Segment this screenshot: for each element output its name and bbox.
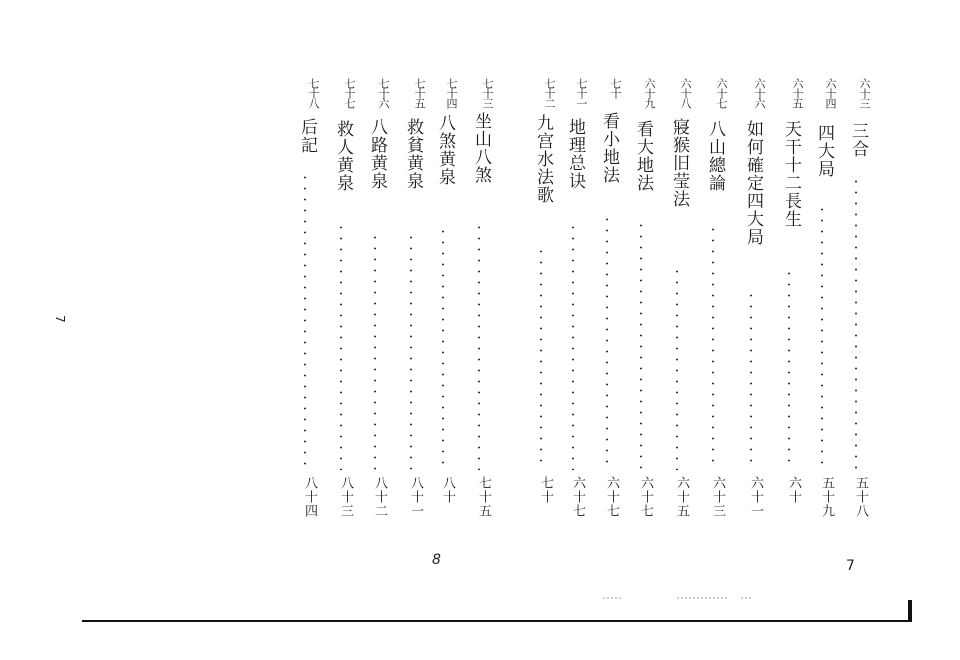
entry-number: 六十四 <box>824 78 837 108</box>
entry-number: 七十五 <box>413 78 426 108</box>
entry-number: 七十七 <box>343 78 356 108</box>
entry-page: 六十五 <box>674 476 689 518</box>
entry-number: 七十二 <box>543 78 556 108</box>
entry-title: 看大地法 <box>633 120 653 192</box>
toc-entry <box>560 0 588 540</box>
dot-leader <box>572 222 574 470</box>
entry-title: 三合 <box>848 122 868 158</box>
entry-page: 八十三 <box>338 476 353 518</box>
entry-title: 八山總論 <box>705 120 725 192</box>
entry-title: 坐山八煞 <box>471 112 491 184</box>
entry-number: 六十九 <box>643 78 656 108</box>
dot-leader <box>750 290 752 470</box>
toc-entry <box>664 0 692 540</box>
dot-leader <box>606 214 608 470</box>
toc-entry <box>398 0 426 540</box>
scan-smudge <box>676 596 728 600</box>
entry-title: 天干十二長生 <box>781 120 801 228</box>
entry-title: 八煞黄泉 <box>435 114 455 186</box>
entry-title: 后記 <box>297 118 317 154</box>
entry-number: 七十一 <box>575 78 588 108</box>
page-number: 8 <box>432 552 441 568</box>
toc-entry <box>776 0 804 540</box>
entry-number: 六十六 <box>753 78 766 108</box>
entry-number: 七十六 <box>377 78 390 108</box>
dot-leader <box>821 204 823 470</box>
entry-number: 七十四 <box>445 78 458 108</box>
dot-leader <box>855 176 857 470</box>
dot-leader <box>410 232 412 470</box>
toc-entry <box>292 0 320 540</box>
page-number: 7 <box>846 558 855 574</box>
entry-page: 八十二 <box>372 476 387 518</box>
entry-page: 六十七 <box>570 476 585 518</box>
entry-number: 六十七 <box>715 78 728 108</box>
entry-page: 六十三 <box>710 476 725 518</box>
rule-end-mark <box>908 600 912 622</box>
toc-entry <box>809 0 837 540</box>
entry-page: 六十一 <box>748 476 763 518</box>
entry-title: 九宫水法歌 <box>533 114 553 204</box>
dot-leader <box>374 232 376 470</box>
dot-leader <box>712 224 714 470</box>
dot-leader <box>640 220 642 470</box>
toc-entry <box>700 0 728 540</box>
entry-page: 六十 <box>786 476 801 504</box>
scan-smudge <box>602 596 622 600</box>
dot-leader <box>540 246 542 470</box>
toc-entry <box>528 0 556 540</box>
entry-title: 救貧黄泉 <box>403 118 423 190</box>
dot-leader <box>478 222 480 470</box>
toc-entry <box>362 0 390 540</box>
toc-entry <box>628 0 656 540</box>
dot-leader <box>442 226 444 470</box>
dot-leader <box>304 172 306 470</box>
entry-title: 地理总诀 <box>565 118 585 190</box>
entry-number: 七十八 <box>307 78 320 108</box>
toc-entry <box>594 0 622 540</box>
entry-title: 四大局 <box>814 124 834 178</box>
toc-entry <box>430 0 458 540</box>
entry-page: 八十一 <box>408 476 423 518</box>
scan-smudge <box>740 596 752 600</box>
entry-number: 七十三 <box>481 78 494 108</box>
bottom-rule <box>82 620 912 622</box>
entry-page: 八十四 <box>302 476 317 518</box>
entry-number: 七十 <box>609 78 622 98</box>
entry-page: 五十九 <box>819 476 834 518</box>
entry-page: 六十七 <box>604 476 619 518</box>
margin-page-number: 7 <box>52 315 67 323</box>
entry-title: 救人黄泉 <box>333 120 353 192</box>
toc-entry <box>466 0 494 540</box>
toc-entry <box>843 0 871 540</box>
entry-number: 六十五 <box>791 78 804 108</box>
entry-title: 八路黄泉 <box>367 118 387 190</box>
entry-page: 七十五 <box>476 476 491 518</box>
toc-entry <box>328 0 356 540</box>
entry-title: 寢猴旧莹法 <box>669 118 689 208</box>
entry-title: 看小地法 <box>599 112 619 184</box>
dot-leader <box>340 222 342 470</box>
entry-number: 六十八 <box>679 78 692 108</box>
toc-entry <box>738 0 766 540</box>
entry-page: 八十 <box>440 476 455 504</box>
entry-number: 六十三 <box>858 78 871 108</box>
entry-title: 如何確定四大局 <box>743 120 763 246</box>
entry-page: 六十七 <box>638 476 653 518</box>
dot-leader <box>676 266 678 470</box>
entry-page: 七十 <box>538 476 553 504</box>
entry-page: 五十八 <box>853 476 868 518</box>
dot-leader <box>788 268 790 470</box>
